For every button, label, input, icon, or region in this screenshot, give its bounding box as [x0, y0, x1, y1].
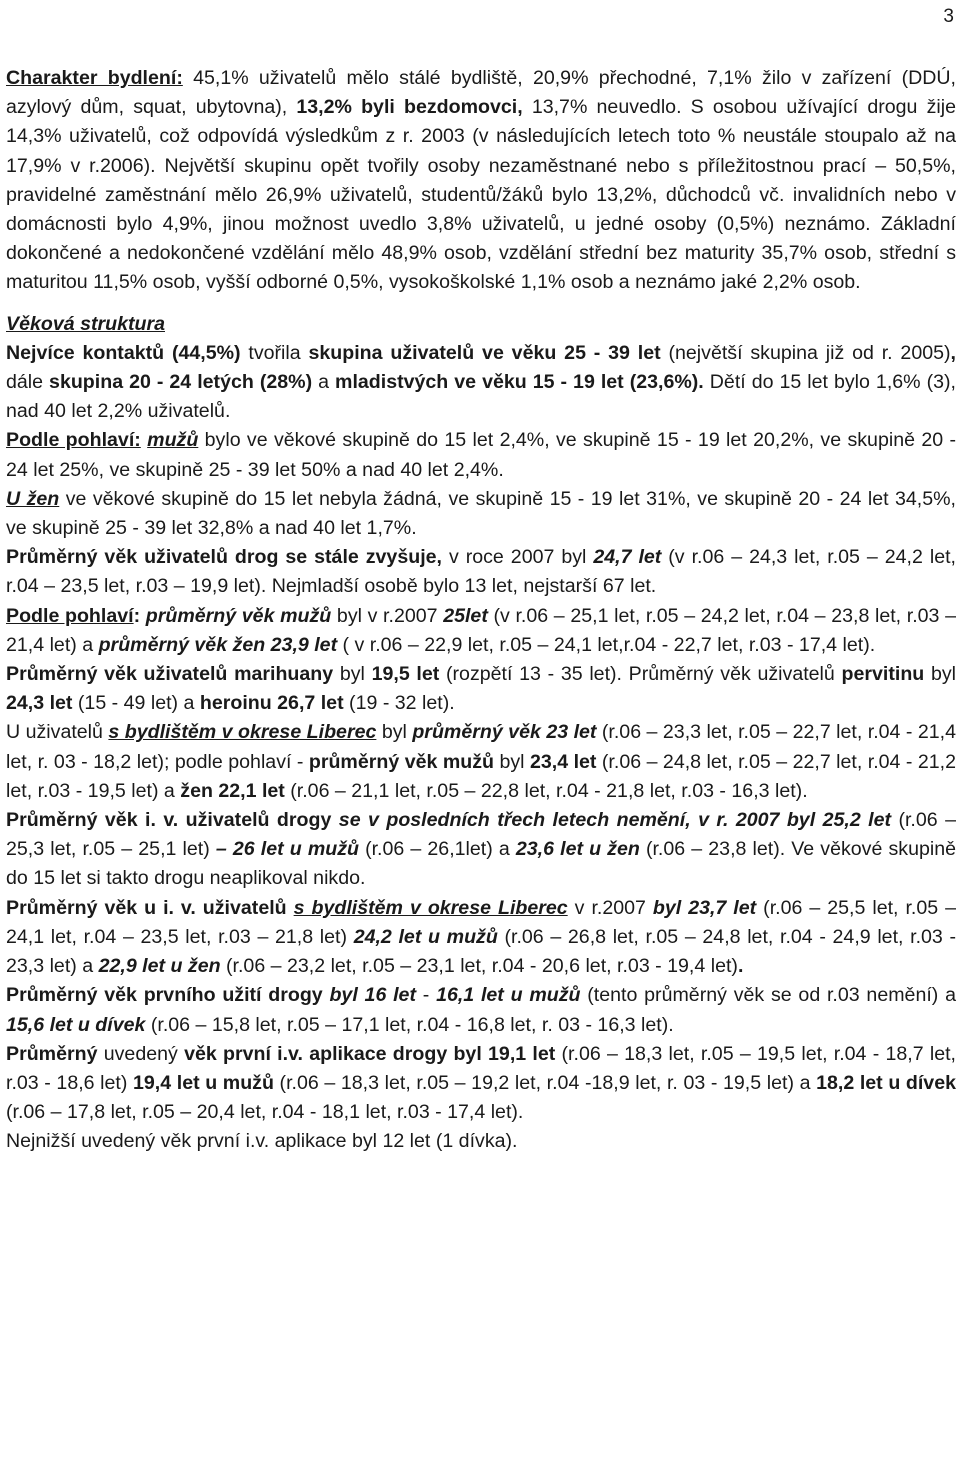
text-run: Charakter bydlení: — [6, 67, 183, 89]
text-run: průměrný věk mužů — [145, 604, 332, 627]
text-run: 23,4 let — [529, 750, 597, 773]
text-run: byl 23,7 let — [652, 896, 757, 919]
text-run: 25let — [443, 604, 488, 627]
text-run: dále — [6, 371, 50, 394]
text-run: (r.06 – 25,5 let, r.05 – 24,1 let, r.04 – 23,5 let, r.03 – 21,8 let) — [6, 896, 957, 948]
text-run: (r.06 – 26,8 let, r.05 – 24,8 let, r.04 - 24,9 let, r.03 - 23,3 let) a — [6, 925, 956, 978]
text-run: (15 - 49 let) a — [72, 692, 200, 715]
paragraph-housing — [6, 64, 956, 298]
text-run: Podle pohlaví: — [6, 429, 141, 452]
text-run: Nejvíce kontaktů (44,5%) — [6, 341, 241, 364]
text-run: Průměrný věk u i. v. uživatelů — [6, 896, 294, 919]
text-run: byl 16 let — [329, 984, 416, 1007]
page-number: 3 — [943, 6, 954, 27]
text-run: bylo ve věkové skupině do 15 let 2,4%, ve skupině 15 - 19 let 20,2%, ve skupině 20 - 24 let 25%, ve skupině 25 - 39 let 50% a nad 40 let 2,4%. — [6, 429, 956, 481]
paragraph-lowest-age — [6, 1127, 956, 1156]
paragraph-first-use — [6, 981, 956, 1039]
text-run: 45,1% uživatelů mělo stálé bydliště, 20,9% přechodné, 7,1% žilo v zařízení (DDÚ, azylový dům, squat, ubytovna), — [6, 67, 956, 119]
text-run: Průměrný věk uživatelů marihuany — [6, 663, 334, 686]
text-run: žen 22,1 let — [180, 779, 285, 802]
text-run: 16,1 let u mužů — [436, 984, 581, 1007]
document-body — [6, 64, 956, 1157]
paragraph-by-sex-women — [6, 485, 956, 543]
text-run: (19 - 32 let). — [343, 692, 455, 715]
paragraph-iv-users — [6, 806, 956, 894]
text-run: 24,7 let — [593, 546, 662, 569]
text-run: ( v r.06 – 22,9 let, r.05 – 24,1 let,r.04 - 22,7 let, r.03 - 17,4 let). — [337, 633, 876, 656]
text-run: – 26 let u mužů — [215, 838, 359, 861]
text-run: heroinu 26,7 let — [199, 692, 344, 715]
text-run: (v r.06 – 24,3 let, r.05 – 24,2 let, r.04 – 23,5 let, r.03 – 19,9 let). Nejmladší osobě bylo 13 let, nejstarší 67 let. — [6, 546, 956, 598]
text-run: 18,2 let u dívek — [816, 1071, 956, 1094]
text-run: 23,6 let u žen — [515, 838, 640, 861]
text-run: (r.06 – 26,1let) a — [358, 838, 516, 861]
text-run: ve věkové skupině do 15 let nebyla žádná, ve skupině 15 - 19 let 31%, ve skupině 20 - 24 let 34,5%, ve skupině 25 - 39 let 32,8% a nad 40 let 1,7%. — [6, 487, 956, 540]
text-run: s bydlištěm v okrese Liberec — [293, 896, 568, 919]
text-run: tvořila — [240, 341, 309, 364]
text-run: byl — [494, 750, 530, 773]
paragraph-average-age-by-drug — [6, 660, 956, 718]
text-run: U uživatelů — [6, 721, 109, 744]
text-run: (r.06 – 18,3 let, r.05 – 19,5 let, r.04 - 18,7 let, r.03 - 18,6 let) — [6, 1042, 956, 1094]
text-run: Podle pohlaví — [6, 604, 134, 627]
text-run: U žen — [6, 487, 60, 510]
text-run: 19,4 let u mužů — [133, 1071, 274, 1094]
text-run: Nejnižší uvedený věk první i.v. aplikace byl 12 let (1 dívka). — [6, 1130, 518, 1153]
text-run: pervitinu — [841, 663, 925, 686]
text-run: Průměrný věk uživatelů drog se stále zvyšuje, — [6, 546, 442, 569]
paragraph-average-age-by-sex — [6, 602, 956, 660]
text-run: , — [950, 341, 956, 364]
text-run: průměrný věk mužů — [308, 750, 495, 773]
text-run: (r.06 – 23,8 let). Ve věkové skupině do 15 let si takto drogu neaplikoval nikdo. — [6, 838, 957, 890]
text-run: průměrný věk žen 23,9 let — [98, 633, 338, 656]
text-run: věk první i.v. aplikace drogy byl 19,1 let — [184, 1042, 556, 1065]
text-run: byl — [924, 663, 957, 686]
text-run: : — [133, 604, 146, 627]
text-run: (největší skupina již od r. 2005) — [660, 341, 951, 364]
text-run: v r.2007 — [567, 896, 653, 919]
text-run: (r.06 – 21,1 let, r.05 – 22,8 let, r.04 - 21,8 let, r.03 - 16,3 let). — [284, 779, 808, 802]
text-run: (r.06 – 25,3 let, r.05 – 25,1 let) — [6, 809, 956, 861]
text-run: Věková struktura — [6, 312, 165, 335]
text-run: (tento průměrný věk se od r.03 nemění) a — [580, 984, 956, 1007]
text-run: - — [415, 984, 437, 1007]
text-run: (r.06 – 15,8 let, r.05 – 17,1 let, r.04 - 16,8 let, r. 03 - 16,3 let). — [145, 1013, 674, 1036]
section-heading-age-structure — [6, 310, 956, 339]
text-run: mužů — [147, 429, 199, 452]
paragraph-iv-users-liberec — [6, 894, 956, 982]
text-run: byl v r.2007 — [331, 604, 444, 627]
text-run: (r.06 – 18,3 let, r.05 – 19,2 let, r.04 -18,9 let, r. 03 - 19,5 let) a — [273, 1071, 817, 1094]
text-run: (r.06 – 23,2 let, r.05 – 23,1 let, r.04 - 20,6 let, r.03 - 19,4 let) — [220, 955, 738, 978]
text-run: (r.06 – 23,3 let, r.05 – 22,7 let, r.04 - 21,4 let, r. 03 - 18,2 let); podle pohlaví - — [6, 721, 957, 773]
text-run: mladistvých ve věku 15 - 19 let (23,6%). — [335, 371, 704, 394]
text-run: 15,6 let u dívek — [6, 1013, 146, 1036]
text-run: Průměrný věk i. v. uživatelů drogy — [6, 809, 339, 832]
text-run: (r.06 – 17,8 let, r.05 – 20,4 let, r.04 - 18,1 let, r.03 - 17,4 let). — [6, 1101, 524, 1124]
text-run: . — [737, 955, 744, 978]
text-run: 22,9 let u žen — [98, 955, 221, 978]
paragraph-age-groups — [6, 339, 956, 427]
text-run: (r.06 – 24,8 let, r.05 – 22,7 let, r.04 - 21,2 let, r.03 - 19,5 let) a — [6, 750, 957, 802]
text-run: s bydlištěm v okrese Liberec — [108, 721, 377, 744]
paragraph-liberec-residents — [6, 718, 956, 806]
paragraph-by-sex-men — [6, 426, 956, 484]
text-run: uvedený — [97, 1042, 185, 1065]
paragraph-first-iv-application — [6, 1040, 956, 1128]
text-run: 24,2 let u mužů — [353, 925, 498, 948]
text-run: (v r.06 – 25,1 let, r.05 – 24,2 let, r.04 – 23,8 let, r.03 – 21,4 let) a — [6, 604, 956, 656]
text-run: Průměrný věk prvního užití drogy — [6, 984, 330, 1007]
text-run: 19,5 let — [371, 663, 440, 686]
text-run: a — [312, 371, 336, 394]
text-run: skupina uživatelů ve věku 25 - 39 let — [308, 341, 661, 364]
text-run: byl — [376, 721, 413, 744]
text-run: Dětí do 15 let bylo 1,6% (3), nad 40 let 2,2% uživatelů. — [6, 371, 956, 423]
text-run: skupina 20 - 24 letých (28%) — [49, 371, 313, 394]
text-run: se v posledních třech letech nemění, v r. 2007 byl 25,2 let — [338, 809, 892, 832]
text-run: 24,3 let — [6, 692, 73, 715]
text-run: průměrný věk 23 let — [412, 721, 597, 744]
text-run: Průměrný — [6, 1042, 98, 1065]
paragraph-average-age — [6, 543, 956, 601]
text-run: 13,7% neuvedlo. S osobou užívající drogu žije 14,3% uživatelů, což odpovídá výsledkům z r. 2003 (v následujících letech toto % neustále stoupalo až na 17,9% v r.2006). Největší skupinu opět tvořily osoby nezaměstnané nebo s příležitostnou prací – 50,5%, pravidelné zaměstnání mělo 26,9% uživatelů, studentů/žáků bylo 13,2%, důchodců vč. invalidních nebo v domácnosti bylo 4,9%, jinou možnost uvedlo 3,8% uživatelů, u jedné osoby (0,5%) neznámo. Základní dokončené a nedokončené vzdělání mělo 48,9% osob, vzdělání střední bez maturity 35,7% osob, střední s maturitou 11,5% osob, vyšší odborné 0,5%, vysokoškolské 1,1% osob a neznámo jaké 2,2% osob. — [6, 96, 957, 294]
text-run: (rozpětí 13 - 35 let). Průměrný věk uživatelů — [439, 663, 842, 686]
text-run: byl — [333, 663, 372, 686]
text-run: 13,2% byli bezdomovci, — [296, 96, 523, 119]
text-run: v roce 2007 byl — [442, 546, 594, 569]
